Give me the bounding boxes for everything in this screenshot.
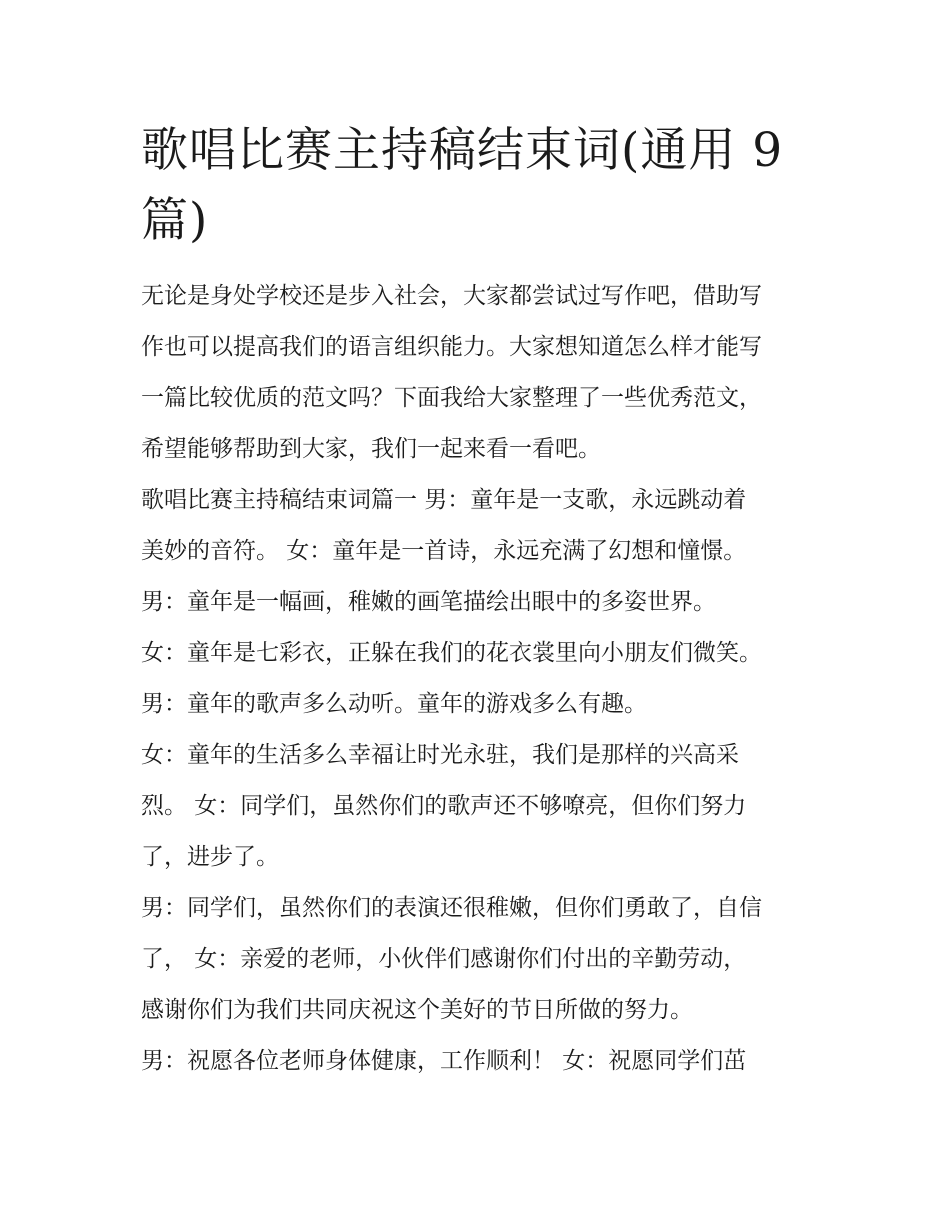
body-line: 女：童年是七彩衣，正躲在我们的花衣裳里向小朋友们微笑。 (141, 640, 762, 666)
body-line: 无论是身处学校还是步入社会，大家都尝试过写作吧，借助写 (141, 283, 762, 309)
body-line: 感谢你们为我们共同庆祝这个美好的节日所做的努力。 (141, 997, 693, 1023)
body-line: 一篇比较优质的范文吗？下面我给大家整理了一些优秀范文， (141, 385, 762, 411)
body-line: 男：童年的歌声多么动听。童年的游戏多么有趣。 (141, 691, 647, 717)
document-page (141, 116, 821, 1087)
body-line: 希望能够帮助到大家，我们一起来看一看吧。 (141, 436, 601, 462)
body-line: 男：祝愿各位老师身体健康，工作顺利！ 女：祝愿同学们茁 (141, 1048, 747, 1074)
body-line: 男：童年是一幅画，稚嫩的画笔描绘出眼中的多姿世界。 (141, 589, 716, 615)
document-body (141, 271, 821, 1087)
body-line: 了， 女：亲爱的老师，小伙伴们感谢你们付出的辛勤劳动， (141, 946, 747, 972)
body-line: 男：同学们，虽然你们的表演还很稚嫩，但你们勇敢了，自信 (141, 895, 762, 921)
body-line: 歌唱比赛主持稿结束词篇一 男：童年是一支歌，永远跳动着 (141, 487, 747, 513)
body-line: 美妙的音符。 女：童年是一首诗，永远充满了幻想和憧憬。 (141, 538, 747, 564)
body-line: 了，进步了。 (141, 844, 279, 870)
body-line: 女：童年的生活多么幸福让时光永驻，我们是那样的兴高采 (141, 742, 739, 768)
document-title (141, 116, 821, 256)
body-line: 作也可以提高我们的语言组织能力。大家想知道怎么样才能写 (141, 334, 762, 360)
title-line-1: 歌唱比赛主持稿结束词(通用 9 (141, 123, 784, 178)
title-line-2: 篇) (141, 193, 209, 248)
body-line: 烈。 女：同学们，虽然你们的歌声还不够嘹亮，但你们努力 (141, 793, 747, 819)
